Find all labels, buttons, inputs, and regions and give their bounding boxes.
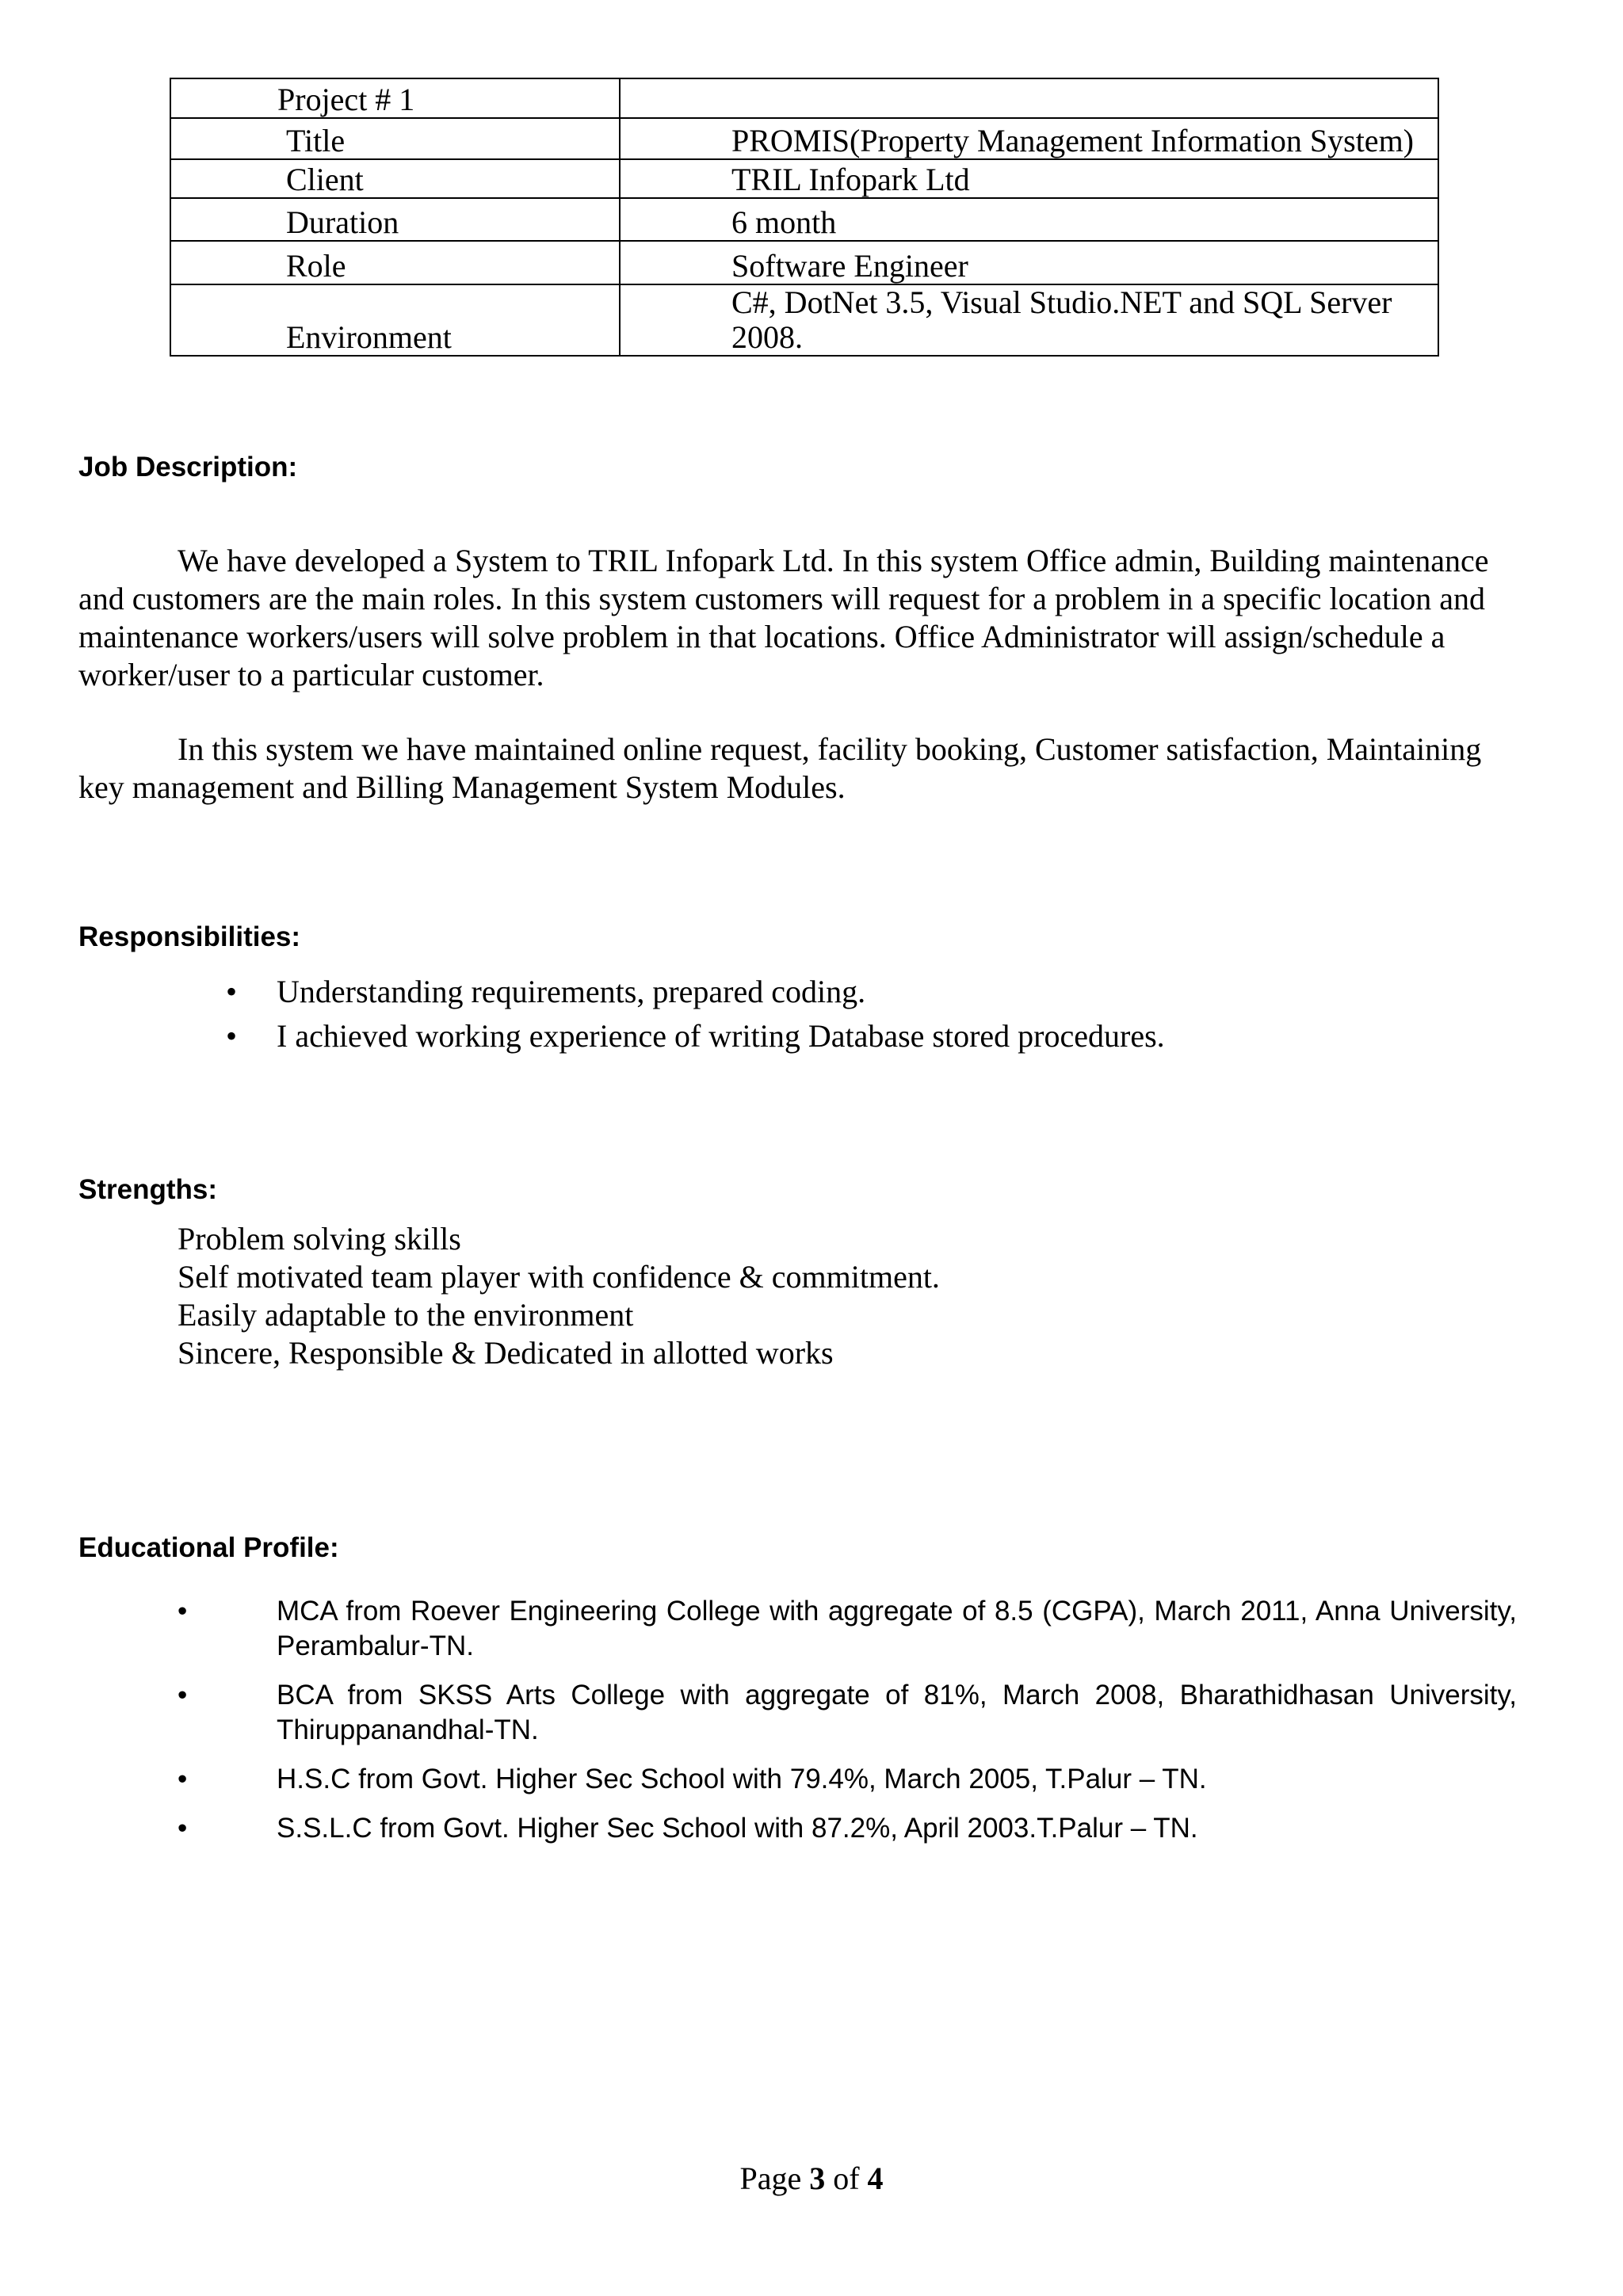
list-item	[178, 1594, 1517, 1664]
job-description-heading: Job Description:	[78, 452, 298, 482]
row-value: PROMIS(Property Management Information System)	[620, 118, 1438, 159]
row-value: Software Engineer	[620, 241, 1438, 284]
row-label: Client	[170, 159, 620, 198]
row-value: C#, DotNet 3.5, Visual Studio.NET and SQL Server 2008.	[620, 284, 1438, 356]
strengths-heading: Strengths:	[78, 1174, 217, 1205]
bullet-icon: •	[226, 1018, 238, 1054]
page-current: 3	[809, 2161, 826, 2196]
list-item-text: BCA from SKSS Arts College with aggregate of 81%, March 2008, Bharathidhasan University, Thiruppanandhal-TN.	[277, 1680, 1517, 1745]
row-label: Duration	[170, 198, 620, 241]
page-footer	[0, 2160, 1623, 2197]
project-table	[170, 78, 1439, 357]
bullet-icon: •	[178, 1680, 188, 1711]
strength-item: Self motivated team player with confidence & commitment.	[178, 1259, 940, 1295]
strength-item: Easily adaptable to the environment	[178, 1297, 634, 1333]
table-row	[170, 159, 1438, 198]
row-label: Title	[170, 118, 620, 159]
list-item	[178, 1678, 1517, 1748]
job-description-text-2: In this system we have maintained online request, facility booking, Customer satisfaction, Maintaining key management and Billing Management System Modules.	[78, 731, 1482, 805]
list-item-text: S.S.L.C from Govt. Higher Sec School with 87.2%, April 2003.T.Palur – TN.	[277, 1813, 1198, 1844]
table-row	[170, 284, 1438, 356]
strength-item: Sincere, Responsible & Dedicated in allotted works	[178, 1335, 834, 1371]
row-value: TRIL Infopark Ltd	[620, 159, 1438, 198]
responsibilities-heading: Responsibilities:	[78, 921, 301, 952]
table-row	[170, 198, 1438, 241]
table-row	[170, 118, 1438, 159]
strengths-list	[178, 1220, 940, 1372]
education-heading: Educational Profile:	[78, 1532, 339, 1563]
project-header-cell: Project # 1	[170, 78, 620, 118]
bullet-icon: •	[178, 1813, 188, 1844]
page-total: 4	[867, 2161, 884, 2196]
list-item	[178, 1762, 1517, 1797]
table-row	[170, 241, 1438, 284]
list-item	[226, 1014, 1165, 1058]
strength-item: Problem solving skills	[178, 1221, 461, 1257]
row-label: Environment	[170, 284, 620, 356]
bullet-icon: •	[226, 974, 238, 1009]
of-word: of	[833, 2161, 860, 2196]
list-item	[226, 970, 1165, 1014]
project-header-empty-cell	[620, 78, 1438, 118]
responsibilities-list	[226, 970, 1165, 1058]
page-word: Page	[739, 2161, 802, 2196]
list-item-text: Understanding requirements, prepared coding.	[277, 974, 866, 1009]
job-description-paragraph-2	[78, 730, 1521, 807]
bullet-icon: •	[178, 1764, 188, 1794]
row-value: 6 month	[620, 198, 1438, 241]
list-item-text: MCA from Roever Engineering College with aggregate of 8.5 (CGPA), March 2011, Anna University, Perambalur-TN.	[277, 1596, 1517, 1661]
row-label: Role	[170, 241, 620, 284]
list-item	[178, 1811, 1517, 1846]
project-header-row	[170, 78, 1438, 118]
job-description-text-1: We have developed a System to TRIL Infopark Ltd. In this system Office admin, Building maintenance and customers are the main roles. In this system customers will request for a problem in a specific location and maintenance workers/users will solve problem in that locations. Office Administrator will assign/schedule a worker/user to a particular customer.	[78, 543, 1489, 692]
education-list	[178, 1594, 1517, 1860]
bullet-icon: •	[178, 1596, 188, 1627]
list-item-text: H.S.C from Govt. Higher Sec School with 79.4%, March 2005, T.Palur – TN.	[277, 1764, 1207, 1794]
job-description-paragraph-1	[78, 542, 1521, 694]
list-item-text: I achieved working experience of writing Database stored procedures.	[277, 1018, 1165, 1054]
